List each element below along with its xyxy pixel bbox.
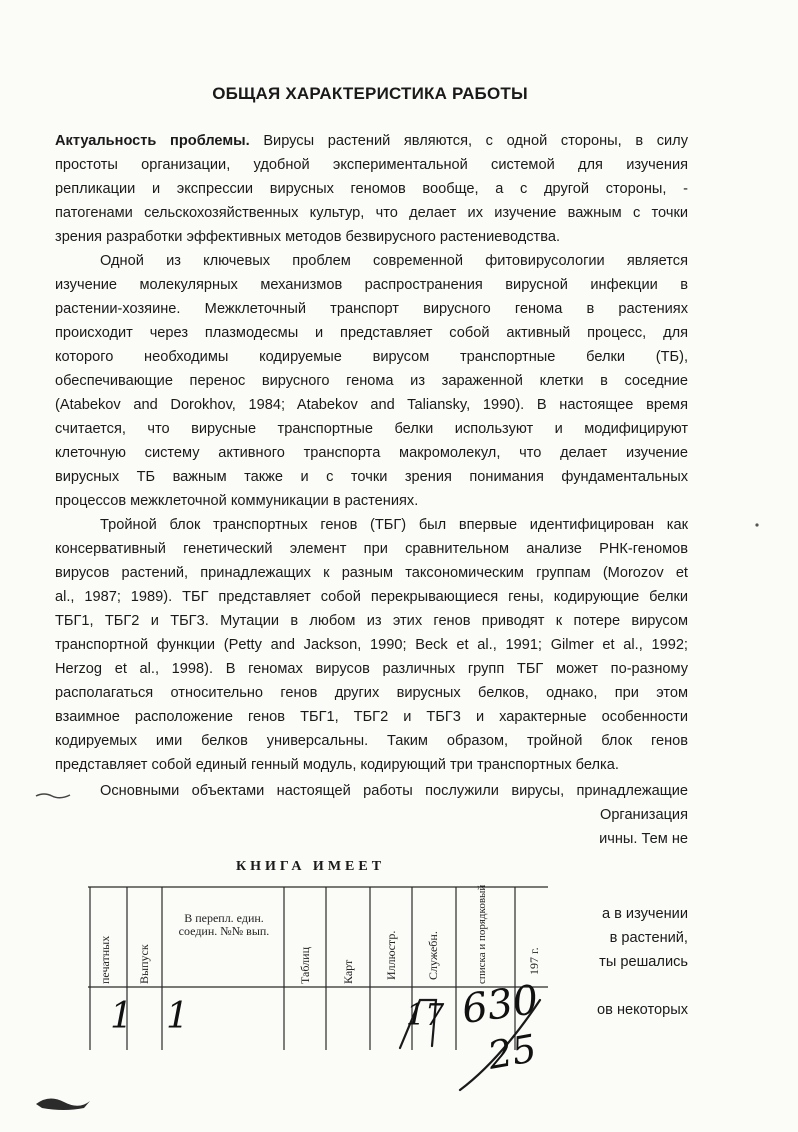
- stamp-col-maps: Карт: [341, 959, 355, 984]
- para3-line-4: al., 1987; 1989). ТБГ представляет собой перекрывающиеся гены, кодирующие белки: [55, 589, 688, 605]
- text-fragment-1: Организация: [599, 807, 688, 823]
- para1-line-4: патогенами сельскохозяйственных культур, что делает их изучение важным с точки: [55, 205, 688, 221]
- para2-line-8: считается, что вирусные транспортные белки используют и модифицируют: [55, 421, 688, 437]
- para3-line-8: располагаться относительно генов других вирусных белков, однако, при этом: [55, 685, 688, 701]
- stamp-col-year: 197 г.: [527, 947, 541, 975]
- page-title: ОБЩАЯ ХАРАКТЕРИСТИКА РАБОТЫ: [212, 84, 528, 103]
- para1-line-2: простоты организации, удобной экспериментальной системой для изучения: [55, 157, 688, 173]
- text-fragment-2: ичны. Тем не: [599, 831, 688, 847]
- para3-line-1: Тройной блок транспортных генов (ТБГ) был впервые идентифицирован как: [100, 517, 688, 533]
- para3-line-2: консервативный генетический элемент при сравнительном анализе РНК-геномов: [55, 541, 688, 557]
- para2-line-3: растении-хозяине. Межклеточный транспорт вирусного генома в растениях: [55, 301, 688, 317]
- scan-smudge-1: [34, 788, 74, 802]
- text-fragment-4: в растений,: [609, 930, 688, 946]
- stamp-col-binding: В перепл. един. соедин. №№ вып.: [178, 911, 270, 938]
- handwritten-mark-2: 1: [166, 996, 189, 1037]
- para3-line-6: транспортной функции (Petty and Jackson, 1990; Beck et al., 1991; Gilmer et al., 1992;: [55, 637, 688, 653]
- para1-line-1-text: Вирусы растений являются, с одной стороны, в силу: [249, 133, 688, 149]
- para2-line-11: процессов межклеточной коммуникации в растениях.: [55, 493, 419, 509]
- para2-line-7: (Atabekov and Dorokhov, 1984; Atabekov and Taliansky, 1990). В настоящее время: [55, 397, 688, 413]
- para3-line-3: вирусов растений, принадлежащих к разным таксономическим группам (Morozov et: [55, 565, 688, 581]
- text-fragment-5: ты решались: [599, 954, 688, 970]
- para2-line-6: обеспечивающие перенос вирусного генома из зараженной клетки в соседние: [55, 373, 688, 389]
- stamp-col-list: списка и порядковый: [476, 884, 488, 984]
- stamp-col-illustrations: Иллюстр.: [384, 930, 398, 980]
- para2-line-9: клеточную систему активного транспорта макромолекул, что делает изучение: [55, 445, 688, 461]
- para3-line-7: Herzog et al., 1998). В геномах вирусов различных групп ТБГ может по-разному: [55, 661, 688, 677]
- para2-line-5: которого необходимы кодируемые вирусом транспортные белки (ТБ),: [55, 349, 688, 365]
- stamp-title: КНИГА ИМЕЕТ: [236, 859, 386, 874]
- stamp-col-service: Служебн.: [426, 931, 440, 980]
- handwritten-number-25: 25: [484, 1026, 540, 1078]
- scan-smudge-2: [34, 1092, 94, 1114]
- para2-line-2: изучение молекулярных механизмов распространения вирусной инфекции в: [55, 277, 688, 293]
- para2-line-1: Одной из ключевых проблем современной фитовирусологии является: [100, 253, 688, 269]
- para1-lead: Актуальность проблемы.: [55, 133, 250, 149]
- para3-line-5: ТБГ1, ТБГ2 и ТБГ3. Мутации в любом из этих генов приводят к потере вирусом: [55, 613, 688, 629]
- handwritten-number-630: 630: [459, 976, 542, 1034]
- para2-line-10: вирусных ТБ важным также и с точки зрения понимания фундаментальных: [55, 469, 688, 485]
- handwritten-mark-1: 1: [110, 996, 133, 1037]
- para3-line-9: взаимное расположение генов ТБГ1, ТБГ2 и ТБГ3 и характерные особенности: [55, 709, 688, 725]
- para4-line-1: Основными объектами настоящей работы послужили вирусы, принадлежащие: [100, 783, 688, 799]
- scan-dot: [752, 520, 762, 530]
- stamp-col-printed: печатных: [98, 935, 112, 984]
- para1-line-3: репликации и экспрессии вирусных геномов вообще, а с другой стороны, -: [55, 181, 688, 197]
- text-fragment-6: ов некоторых: [597, 1002, 688, 1018]
- para3-line-10: кодируемых ими белков универсальны. Таким образом, тройной блок генов: [55, 733, 688, 749]
- para3-line-11: представляет собой единый генный модуль, кодирующий три транспортных белка.: [55, 757, 619, 773]
- para2-line-4: происходит через плазмодесмы и представляет собой активный процесс, для: [55, 325, 688, 341]
- handwritten-mark-3: 17: [406, 998, 445, 1033]
- stamp-col-issue: Выпуск: [137, 944, 151, 984]
- text-fragment-3: а в изучении: [601, 906, 688, 922]
- stamp-col-tables: Таблиц: [298, 947, 312, 984]
- para1-line-5: зрения разработки эффективных методов безвирусного растениеводства.: [55, 229, 561, 245]
